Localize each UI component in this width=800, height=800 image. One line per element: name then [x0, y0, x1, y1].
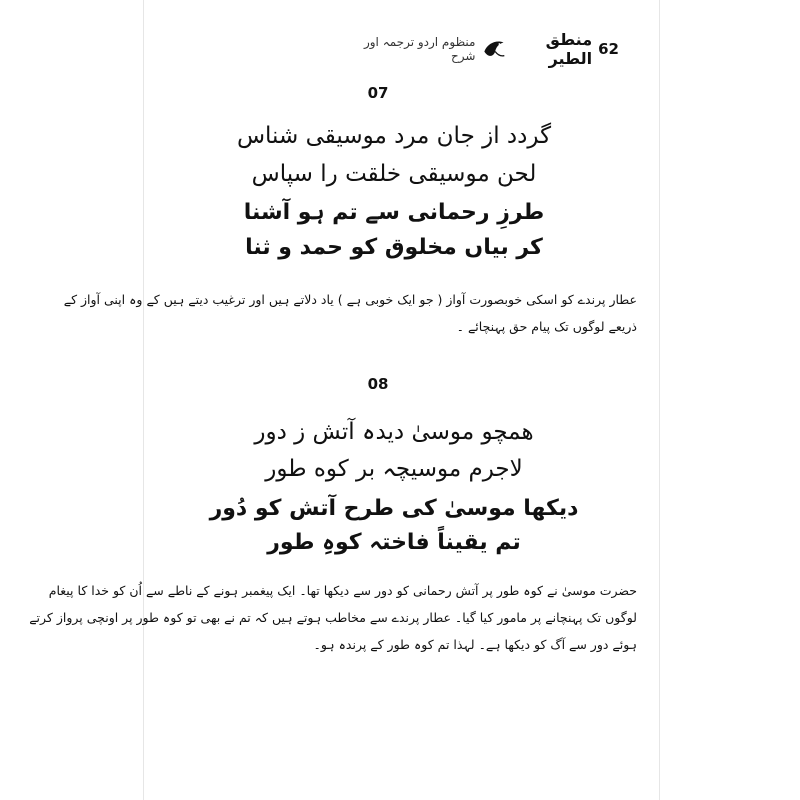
commentary-line: حضرت موسیٰ نے کوہ طور پر آتش رحمانی کو دور سے دیکھا تھا۔ ایک پیغمبر ہونے کے ناطے سے اُن کو خدا کا پیغام	[48, 583, 637, 598]
persian-verse-line: لاجرم موسیچہ بر کوه طور	[265, 456, 523, 482]
urdu-verse-line: طرزِ رحمانی سے تم ہو آشنا	[243, 200, 545, 225]
book-page	[29, 0, 660, 800]
page-header	[359, 28, 619, 70]
section-number: 08	[367, 375, 389, 393]
commentary-line: ہوئے دور سے آگ کو دیکھا ہے۔ لہذا تم کوہ طور کے پرندہ ہو۔	[313, 637, 637, 652]
page-number: 62	[598, 40, 619, 58]
urdu-verse-line: دیکھا موسیٰ کی طرح آتش کو دُور	[209, 496, 579, 521]
urdu-verse-line: کر بیاں مخلوق کو حمد و ثنا	[245, 235, 543, 260]
persian-verse-line: گردد از جان مرد موسیقی شناس	[236, 123, 552, 149]
section-number: 07	[367, 84, 389, 102]
persian-verse-line: همچو موسیٰ دیدہ آتش ز دور	[254, 419, 534, 445]
urdu-verse-line: تم یقیناً فاختہ کوہِ طور	[267, 530, 521, 555]
commentary-line: لوگوں تک پہنچانے پر مامور کیا گیا۔ عطار پرندے سے مخاطب ہوتے ہیں کہ تم نے بھی تو کوہ طور پر اونچی پرواز کرتے	[29, 610, 637, 625]
bird-logo-icon	[481, 34, 506, 64]
book-title: منطق الطیر	[545, 30, 593, 68]
book-subtitle: منظوم اردو ترجمہ اور شرح	[363, 35, 476, 63]
commentary-line: ذریعے لوگوں تک پیام حق پہنچائے ۔	[456, 319, 637, 334]
persian-verse-line: لحن موسیقی خلقت را سپاس	[251, 161, 537, 187]
commentary-line: عطار پرندے کو اسکی خوبصورت آواز ( جو ایک خوبی ہے ) یاد دلاتے ہیں اور ترغیب دیتے ہیں کے وہ اپنی آواز کے	[63, 292, 637, 307]
